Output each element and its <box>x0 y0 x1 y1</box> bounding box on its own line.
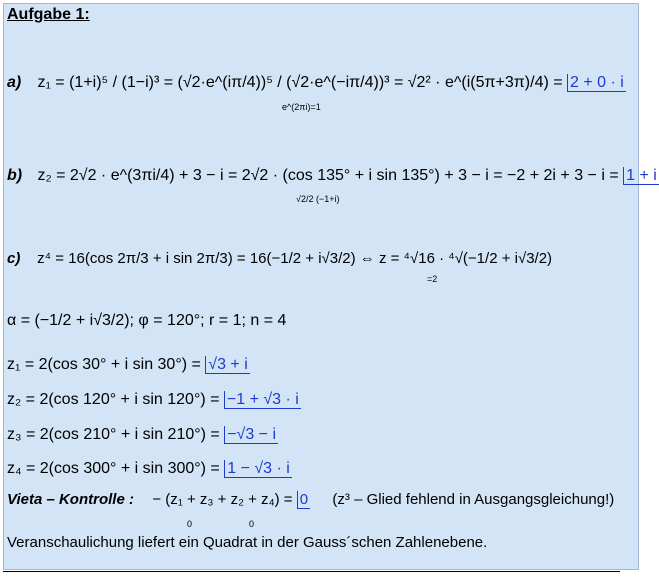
part-c-equation: z⁴ = 16(cos 2π/3 + i sin 2π/3) = 16(−1/2 + i√3/2) ⇔ z = ⁴√16 · ⁴√(−1/2 + i√3/2) <box>37 250 553 267</box>
alpha-row: α = (−1/2 + i√3/2); φ = 120°; r = 1; n = 4 <box>7 312 287 329</box>
root-z4-row <box>7 460 292 478</box>
part-a-row <box>7 74 626 92</box>
part-c-brace-note: =2 <box>427 274 438 284</box>
exercise-panel <box>3 3 657 570</box>
part-a-equation: z₁ = (1+i)⁵ / (1−i)³ = (√2·e^(iπ/4))⁵ / (√2·e^(−iπ/4))³ = √2² · e^(i(5π+3π)/4) = <box>37 74 568 91</box>
exercise-title: Aufgabe 1: <box>7 6 90 23</box>
root-z2-equation: z₂ = 2(cos 120° + i sin 120°) = <box>7 391 224 408</box>
root-z3-equation: z₃ = 2(cos 210° + i sin 210°) = <box>7 426 225 443</box>
root-z2-row <box>7 391 301 409</box>
part-b-row <box>7 167 659 185</box>
part-a-label: a) <box>7 74 22 91</box>
part-b-brace-note: √2/2 (−1+i) <box>296 194 340 204</box>
part-b-equation: z₂ = 2√2 · e^(3πi/4) + 3 − i = 2√2 · (cos 135° + i sin 135°) + 3 − i = −2 + 2i + 3 − i = <box>37 167 624 184</box>
conclusion-text: Veranschaulichung liefert ein Quadrat in der Gauss´schen Zahlenebene. <box>7 534 488 551</box>
vieta-expression: − (z₁ + z₃ + z₂ + z₄) = <box>152 491 297 508</box>
root-z1-row <box>7 356 250 374</box>
vieta-brace-zero-1: 0 <box>187 519 193 529</box>
vieta-label: Vieta – Kontrolle : <box>7 491 134 508</box>
vieta-row <box>7 491 614 508</box>
vieta-brace-zero-2: 0 <box>249 519 255 529</box>
root-z1-result: √3 + i <box>205 356 249 374</box>
part-a-brace-note: e^(2πi)=1 <box>282 102 321 112</box>
part-c-row <box>7 250 552 267</box>
root-z3-row <box>7 426 278 444</box>
vieta-note: (z³ – Glied fehlend in Ausgangsgleichung!) <box>332 491 615 508</box>
vieta-result: 0 <box>297 491 310 509</box>
part-b-label: b) <box>7 167 23 184</box>
part-b-result: 1 + i <box>623 167 659 185</box>
bottom-rule <box>3 571 620 572</box>
root-z4-equation: z₄ = 2(cos 300° + i sin 300°) = <box>7 460 225 477</box>
root-z3-result: −√3 − i <box>224 426 278 444</box>
part-a-result: 2 + 0 · i <box>567 74 626 92</box>
root-z2-result: −1 + √3 · i <box>224 391 301 409</box>
part-c-label: c) <box>7 250 21 267</box>
root-z4-result: 1 − √3 · i <box>224 460 292 478</box>
root-z1-equation: z₁ = 2(cos 30° + i sin 30°) = <box>7 356 206 373</box>
